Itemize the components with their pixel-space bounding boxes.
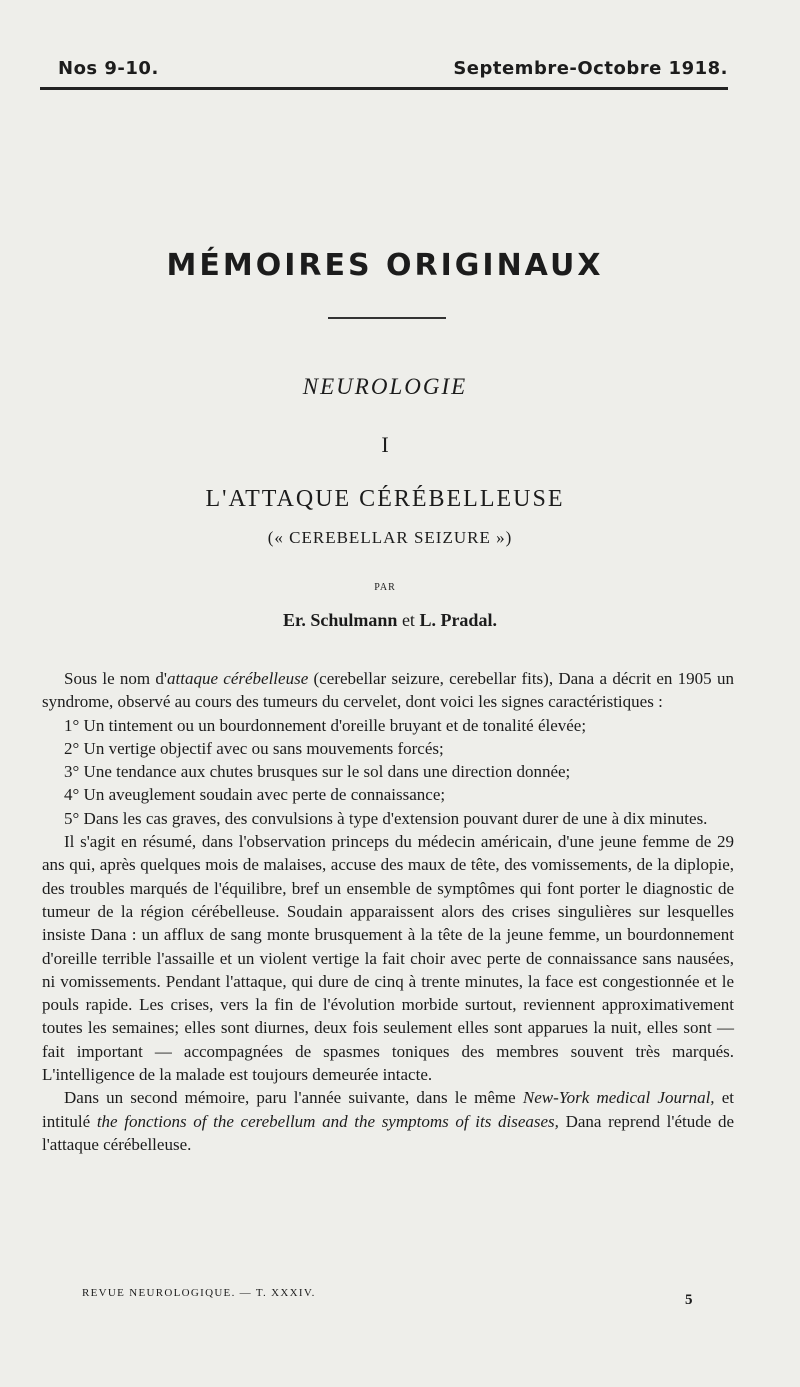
article-numeral: I	[381, 432, 389, 457]
section-divider	[328, 317, 446, 319]
text-run: Dana reprend l'étude de l'attaque cérébelleuse.	[42, 1111, 734, 1154]
text-run: et intitulé	[42, 1088, 734, 1131]
author-1: Er. Schulmann	[283, 610, 398, 630]
list-item: 2° Un vertige objectif avec ou sans mouvements forcés;	[64, 738, 444, 758]
paragraph-second-memoir	[42, 1086, 734, 1156]
authors	[0, 610, 780, 631]
page-number: 5	[685, 1292, 693, 1308]
list-item: 1° Un tintement ou un bourdonnement d'oreille bruyant et de tonalité élevée;	[64, 715, 587, 735]
text-run: Dans un second mémoire, paru l'année suivante, dans le même	[64, 1088, 523, 1108]
text-run: (cerebellar seizure, cerebellar fits), Dana a décrit en 1905 un syndrome, observé au cours des tumeurs du cervelet, dont voici les signes caractéristiques :	[42, 669, 734, 712]
emphasis: attaque cérébelleuse	[167, 669, 309, 688]
list-item: 5° Dans les cas graves, des convulsions à type d'extension pouvant durer de une à dix minutes.	[64, 808, 708, 828]
article-body	[42, 667, 734, 1156]
author-2: L. Pradal.	[419, 610, 497, 630]
author-conjunction: et	[401, 610, 415, 630]
domain-heading: NEUROLOGIE	[302, 374, 468, 399]
issue-number: Nos 9-10.	[58, 58, 159, 79]
article-subtitle: (« CEREBELLAR SEIZURE »)	[267, 528, 513, 547]
paragraph-case: Il s'agit en résumé, dans l'observation princeps du médecin américain, d'une jeune femme de 29 ans qui, après quelques mois de malaises, accuse des maux de tête, des vomissements, de la diplopie, des troubles marqués de l'équilibre, bref un ensemble de symptômes qui font porter le diagnostic de tumeur de la région cérébelleuse. Soudain apparaissent alors des crises singulières sur lesquelles insiste Dana : un afflux de sang monte brusquement à la tête de la jeune femme, un bourdonnement d'oreille terrible l'assaille et un violent vertige la fait choir avec perte de connaissance sans nausées, ni vomissements. Pendant l'attaque, qui dure de cinq à trente minutes, la face est congestionnée et le pouls rapide. Les crises, vers la fin de l'évolution morbide surtout, reviennent approximativement toutes les semaines; elles sont diurnes, deux fois seulement elles sont apparues la nuit, elles sont — fait important — accompagnées de spasmes toniques des membres souvent très marqués. L'intelligence de la malade est toujours demeurée intacte.	[42, 832, 734, 1085]
emphasis: New-York medical Journal,	[522, 1088, 715, 1108]
by-line-label: PAR	[374, 582, 396, 593]
header-rule	[40, 87, 728, 90]
paragraph-intro	[42, 667, 734, 714]
footer-journal: REVUE NEUROLOGIQUE. — T. XXXIV.	[82, 1287, 316, 1299]
list-item: 4° Un aveuglement soudain avec perte de connaissance;	[64, 785, 446, 805]
text-run: Sous le nom d'	[64, 669, 167, 688]
list-item: 3° Une tendance aux chutes brusques sur le sol dans une direction donnée;	[64, 762, 571, 782]
issue-date: Septembre-Octobre 1918.	[453, 58, 728, 79]
article-title: L'ATTAQUE CÉRÉBELLEUSE	[205, 486, 565, 512]
section-title: MÉMOIRES ORIGINAUX	[166, 248, 604, 283]
emphasis: the fonctions of the cerebellum and the symptoms of its diseases,	[96, 1111, 559, 1131]
